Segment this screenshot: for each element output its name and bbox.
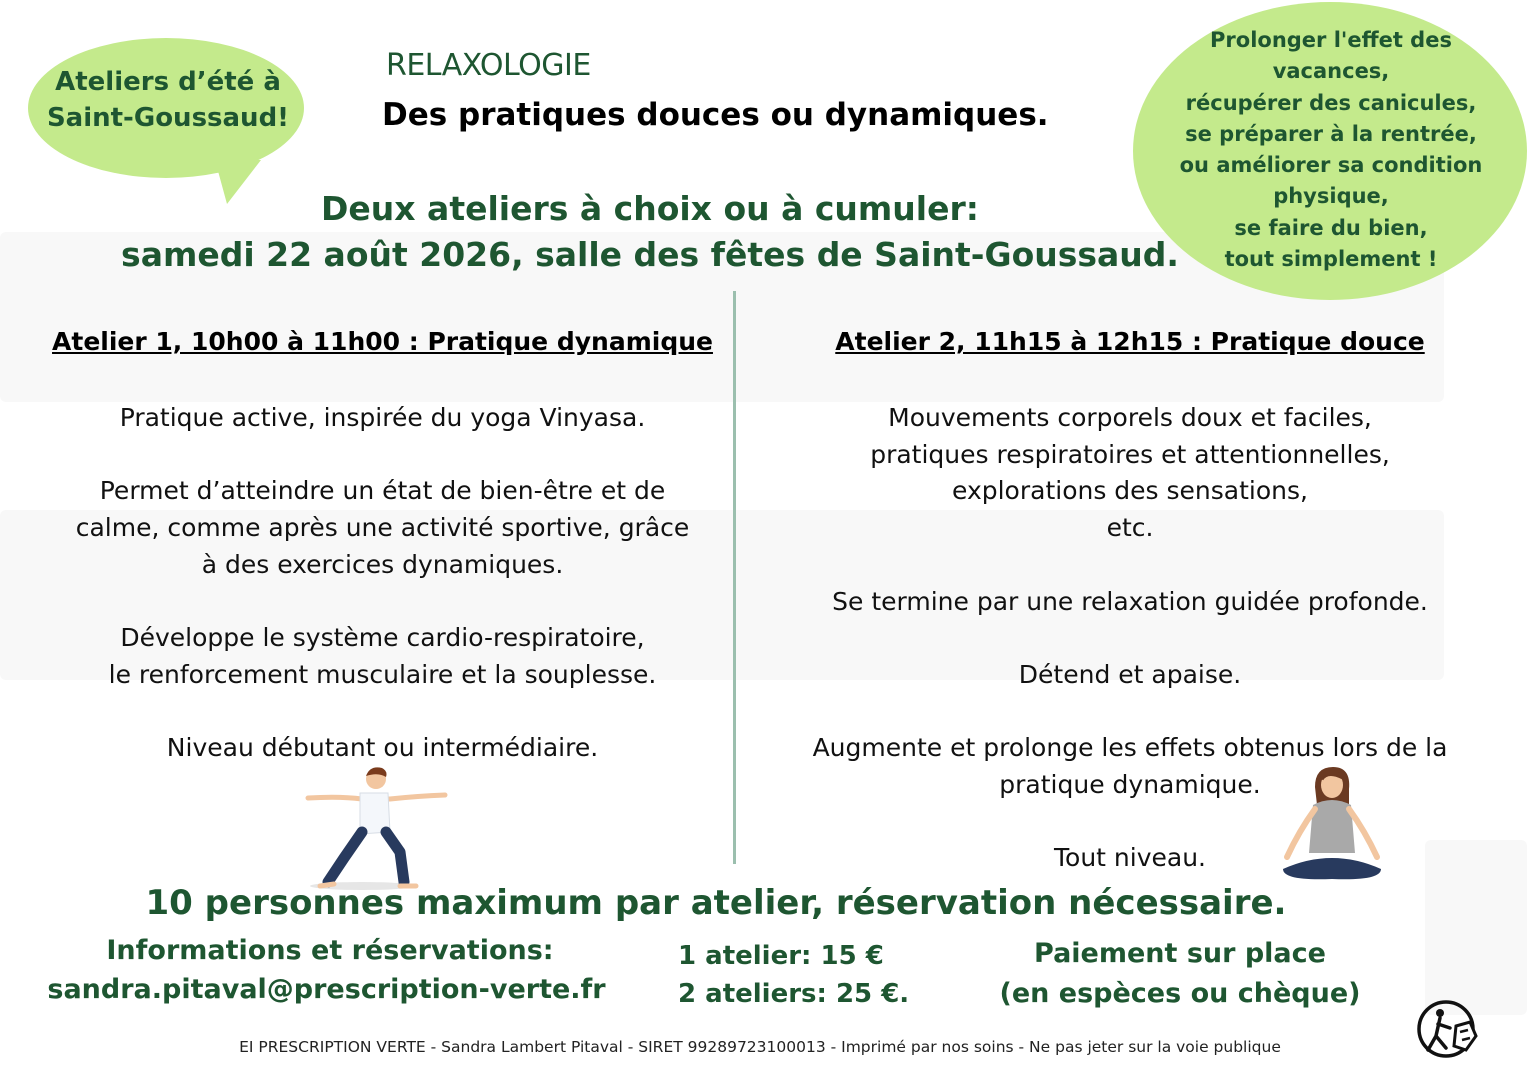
headline [0, 186, 1300, 278]
yoga-man-icon [300, 762, 450, 892]
payment-info [985, 934, 1375, 1014]
payment-line-1: Paiement sur place [1034, 938, 1326, 969]
payment-line-2: (en espèces ou chèque) [999, 978, 1361, 1009]
speech-bubble-line-2: Saint-Goussaud! [46, 103, 290, 133]
atelier-1-title: Atelier 1, 10h00 à 11h00 : Pratique dynamique [52, 327, 713, 356]
atelier-1-paragraph: Permet d’atteindre un état de bien-être et de calme, comme après une activité sportive, grâce à des exercices dynamiques. [75, 476, 690, 579]
atelier-1-paragraph: Développe le système cardio-respiratoire, le renforcement musculaire et la souplesse. [108, 623, 657, 689]
promo-line: ou améliorer sa condition [1179, 153, 1483, 178]
promo-line: physique, [1273, 184, 1389, 209]
price-two-workshops: 2 ateliers: 25 €. [678, 979, 910, 1009]
promo-line: se faire du bien, [1234, 215, 1428, 240]
atelier-2-description [760, 400, 1500, 877]
atelier-2-paragraph: Tout niveau. [1054, 843, 1206, 873]
speech-bubble-line-1: Ateliers d’été à [55, 67, 281, 97]
footer-legal: EI PRESCRIPTION VERTE - Sandra Lambert Pitaval - SIRET 99289723100013 - Imprimé par nos soins - Ne pas jeter sur la voie publique [239, 1038, 1281, 1056]
promo-line: se préparer à la rentrée, [1185, 121, 1477, 146]
price-list [678, 937, 909, 1013]
contact-email-link[interactable]: sandra.pitaval@prescription-verte.fr [47, 974, 606, 1005]
page-subtitle: Des pratiques douces ou dynamiques. [382, 97, 1049, 133]
atelier-2-paragraph: Se termine par une relaxation guidée profonde. [832, 586, 1428, 616]
headline-line-1: Deux ateliers à choix ou à cumuler: [321, 189, 979, 228]
capacity-notice: 10 personnes maximum par atelier, réservation nécessaire. [145, 883, 1287, 923]
kicker-title: RELAXOLOGIE [386, 48, 591, 83]
speech-bubble-text [28, 64, 308, 136]
promo-line: vacances, [1272, 59, 1390, 84]
atelier-2-title: Atelier 2, 11h15 à 12h15 : Pratique douce [835, 327, 1425, 356]
atelier-1-description [20, 400, 745, 767]
promo-line: récupérer des canicules, [1185, 90, 1477, 115]
atelier-1-paragraph: Pratique active, inspirée du yoga Vinyasa. [119, 403, 646, 432]
atelier-2-paragraph: Détend et apaise. [1018, 659, 1242, 689]
atelier-2-paragraph: Mouvements corporels doux et faciles, pratiques respiratoires et attentionnelles, explorations des sensations, etc. [870, 403, 1390, 543]
promo-line: tout simplement ! [1224, 247, 1438, 272]
info-title: Informations et réservations: [106, 935, 554, 966]
price-one-workshop: 1 atelier: 15 € [678, 941, 884, 971]
atelier-1-paragraph: Niveau débutant ou intermédiaire. [166, 733, 599, 763]
promo-line: Prolonger l'effet des [1210, 28, 1452, 52]
meditating-woman-icon [1277, 765, 1387, 883]
headline-line-2: samedi 22 août 2026, salle des fêtes de Saint-Goussaud. [121, 235, 1179, 274]
atelier-2-paragraph: Augmente et prolonge les effets obtenus lors de la pratique dynamique. [812, 733, 1448, 799]
